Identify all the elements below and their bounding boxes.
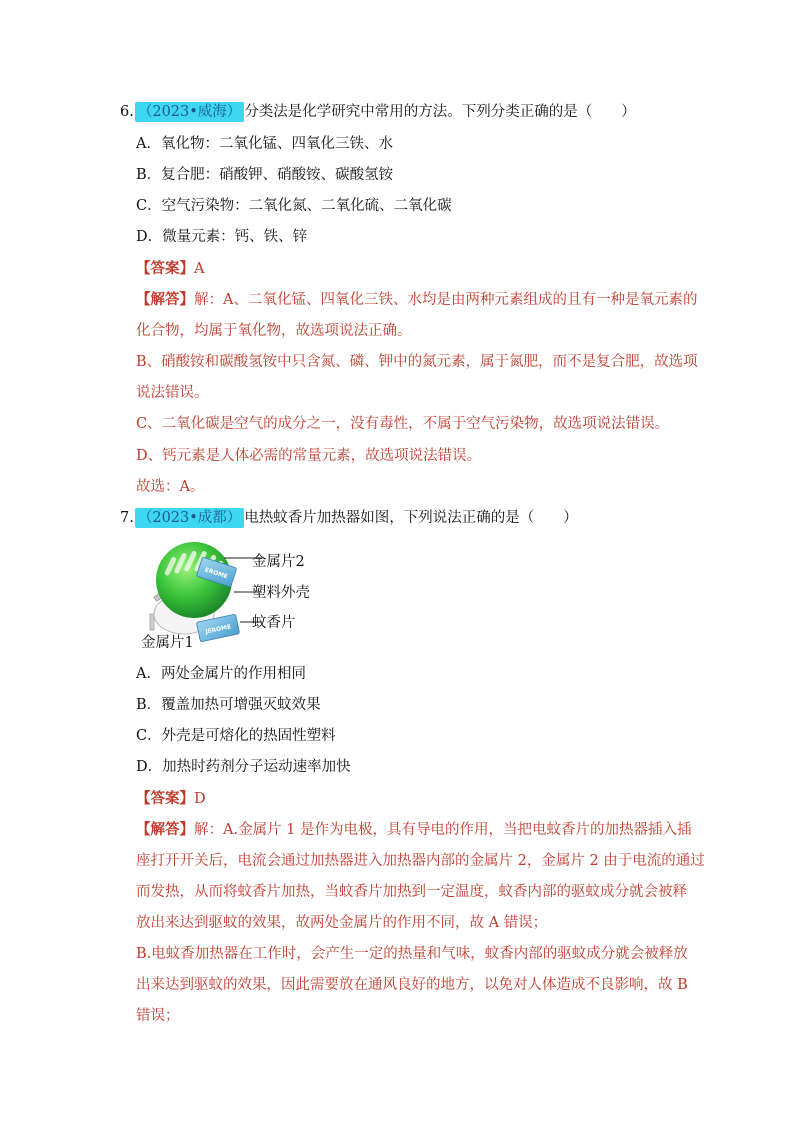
q7-number: 7. [120,510,134,526]
label-metal-sheet-1: 金属片1 [141,635,194,651]
q7-analysis-line-3: 而发热，从而将蚊香片加热，当蚊香片加热到一定温度，蚊香内部的驱蚊成分就会被释 [136,884,687,900]
q7-answer [136,789,206,809]
q6-option-c: C．空气污染物：二氧化氮、二氧化硫、二氧化碳 [136,198,452,214]
q6-analysis-line-6: D、钙元素是人体必需的常量元素，故选项说法错误。 [136,448,482,464]
q7-option-d: D．加热时药剂分子运动速率加快 [136,759,351,775]
q7-analysis-label: 【解答】 [136,821,194,838]
q7-analysis-line-4: 放出来达到驱蚊的效果，故两处金属片的作用不同，故 A 错误； [136,915,548,931]
q6-analysis-line-1 [136,290,697,310]
q6-analysis-line-4: 说法错误。 [136,385,209,401]
q6-analysis-text: 解：A、二氧化锰、四氧化三铁、水均是由两种元素组成的且有一种是氧元素的 [194,292,698,308]
q6-stem-line [120,102,636,122]
q7-answer-label: 【答案】 [136,790,194,807]
q7-answer-value: D [194,791,206,807]
label-mosquito-tablet: 蚊香片 [252,615,296,631]
q6-option-a: A．氧化物：二氧化锰、四氧化三铁、水 [136,136,393,152]
q6-analysis-line-5: C、二氧化碳是空气的成分之一，没有毒性，不属于空气污染物，故选项说法错误。 [136,416,670,432]
q6-answer-value: A [194,261,205,277]
q7-analysis-line-6: 出来达到驱蚊的效果，因此需要放在通风良好的地方，以免对人体造成不良影响，故 B [136,977,688,993]
q6-answer-label: 【答案】 [136,260,194,277]
q7-stem-line [120,508,578,528]
q7-analysis-line-1 [136,820,692,840]
q6-option-d: D．微量元素：钙、铁、锌 [136,229,308,245]
q6-source-tag: （2023•威海） [135,102,244,122]
q6-option-b: B．复合肥：硝酸钾、硝酸铵、碳酸氢铵 [136,167,394,183]
label-plastic-shell: 塑料外壳 [252,585,310,601]
q7-analysis-line-2: 座打开开关后，电流会通过加热器进入加热器内部的金属片 2，金属片 2 由于电流的通过 [136,853,705,869]
q6-stem: 分类法是化学研究中常用的方法。下列分类正确的是（ ） [244,104,636,120]
q6-number: 6. [120,104,134,120]
q6-analysis-label: 【解答】 [136,291,194,308]
svg-text:ЕROME: ЕROME [203,566,229,581]
q6-analysis-line-2: 化合物，均属于氧化物，故选项说法正确。 [136,323,412,339]
q7-analysis-line-5: B.电蚊香加热器在工作时，会产生一定的热量和气味，蚊香内部的驱蚊成分就会被释放 [136,946,688,962]
svg-text:JEROME: JEROME [204,623,232,636]
q7-analysis-line-7: 错误； [136,1008,180,1024]
q7-source-tag: （2023•成都） [135,508,244,528]
q6-analysis-line-3: B、硝酸铵和碳酸氢铵中只含氮、磷、钾中的氮元素，属于氮肥，而不是复合肥，故选项 [136,354,698,370]
q7-analysis-text: 解：A.金属片 1 是作为电极，具有导电的作用，当把电蚊香片的加热器插入插 [194,822,692,838]
q7-option-a: A．两处金属片的作用相同 [136,666,306,682]
q7-option-b: B．覆盖加热可增强灭蚊效果 [136,697,321,713]
q6-analysis-line-7: 故选：A。 [136,479,205,495]
q7-option-c: C．外壳是可熔化的热固性塑料 [136,728,336,744]
label-metal-sheet-2: 金属片2 [252,554,305,570]
q7-stem: 电热蚊香片加热器如图，下列说法正确的是（ ） [244,510,578,526]
q6-answer [136,259,204,279]
